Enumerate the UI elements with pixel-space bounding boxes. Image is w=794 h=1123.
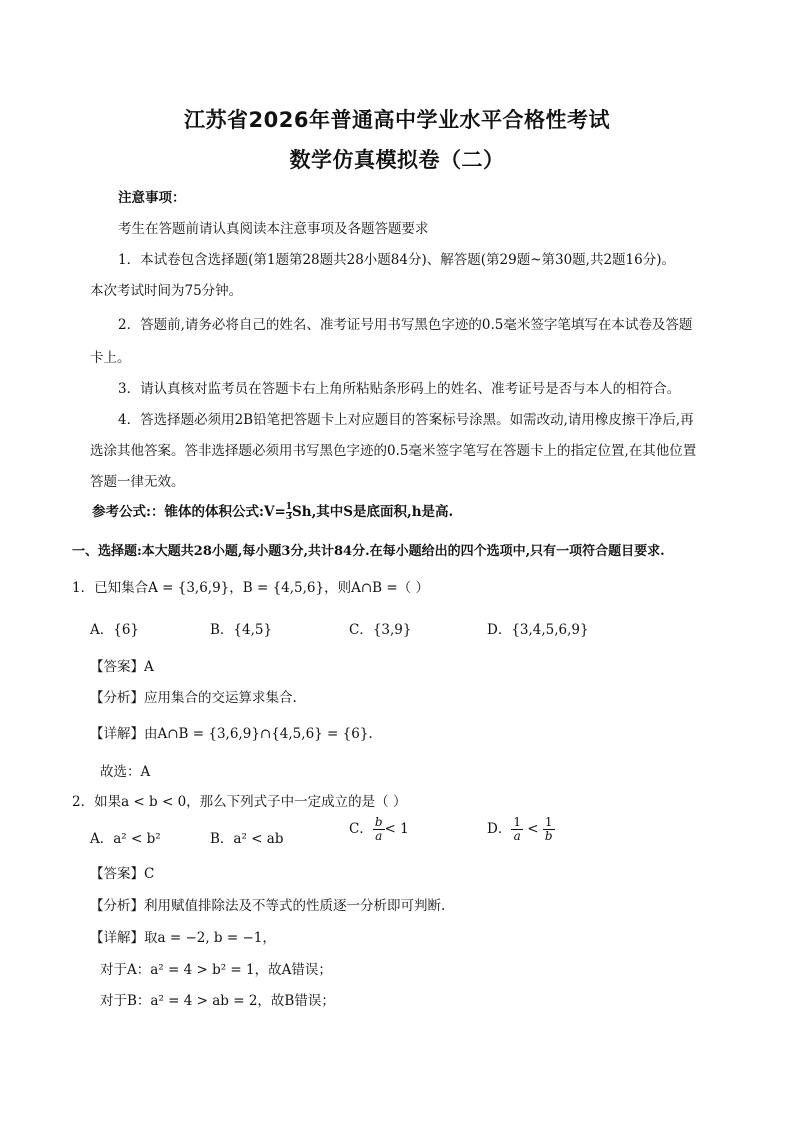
page-subtitle: 数学仿真模拟卷（二） xyxy=(289,148,505,172)
q2-option-d-den2: b xyxy=(544,829,553,844)
q1-option-c: C．{3,9} xyxy=(349,622,412,638)
q2-option-d-label: D． xyxy=(487,821,512,838)
q2-option-c-fraction xyxy=(373,816,385,843)
q2-answer: 【答案】C xyxy=(90,866,155,882)
q2-stem: 2．如果a < b < 0，那么下列式子中一定成立的是（ ） xyxy=(72,794,407,810)
q2-option-b: B．a² < ab xyxy=(210,831,284,847)
q2-option-c-den: a xyxy=(375,829,383,844)
q1-detail: 【详解】由A∩B = {3,6,9}∩{4,5,6} = {6}. xyxy=(90,726,373,742)
q2-option-d-den1: a xyxy=(513,829,521,844)
notice-item-3: 3．请认真核对监考员在答题卡右上角所粘贴条形码上的姓名、准考证号是否与本人的相符合。 xyxy=(118,381,681,397)
q1-analysis: 【分析】应用集合的交运算求集合. xyxy=(90,690,297,706)
page-title: 江苏省2026年普通高中学业水平合格性考试 xyxy=(184,108,610,132)
notice-heading: 注意事项： xyxy=(118,190,186,206)
notice-item-4-cont2: 答题一律无效。 xyxy=(90,474,185,490)
q2-option-d-fraction-1 xyxy=(511,816,523,843)
q2-option-d-num1: 1 xyxy=(513,815,521,829)
section-heading: 一、选择题:本大题共28小题,每小题3分,共计84分.在每小题给出的四个选项中,只有一项符合题目要求. xyxy=(72,544,665,559)
notice-intro: 考生在答题前请认真阅读本注意事项及各题答题要求 xyxy=(118,221,429,237)
q2-option-c-tail: < 1 xyxy=(384,821,409,838)
formula-prefix: 参考公式:：锥体的体积公式:V= xyxy=(92,504,286,520)
q2-option-c-label: C． xyxy=(349,821,373,838)
q1-stem: 1．已知集合A = {3,6,9}，B = {4,5,6}，则A∩B =（ ） xyxy=(72,580,429,596)
q1-choice: 故选：A xyxy=(100,764,151,780)
q2-option-d-mid: < xyxy=(527,821,539,838)
q2-option-c-num: b xyxy=(374,815,383,829)
formula-fraction-den: 3 xyxy=(285,512,293,522)
notice-item-1-cont: 本次考试时间为75分钟。 xyxy=(90,283,243,299)
q2-line-a: 对于A：a² = 4 > b² = 1，故A错误； xyxy=(100,962,332,978)
notice-item-4-cont: 选涂其他答案。答非选择题必须用书写黑色字迹的0.5毫米签字笔写在答题卡上的指定位置,在其他位置 xyxy=(90,443,697,459)
notice-item-2-cont: 卡上。 xyxy=(90,350,131,366)
q2-option-d-fraction-2 xyxy=(543,816,555,843)
formula-fraction-num: 1 xyxy=(285,502,293,512)
q1-option-b: B．{4,5} xyxy=(210,622,273,638)
formula-suffix: Sh,其中S是底面积,h是高. xyxy=(292,504,454,520)
q2-option-d-num2: 1 xyxy=(543,816,555,830)
q1-option-d: D．{3,4,5,6,9} xyxy=(487,622,589,638)
notice-item-4: 4．答选择题必须用2B铅笔把答题卡上对应题目的答案标号涂黑。如需改动,请用橡皮擦干净后,再 xyxy=(118,412,694,428)
q2-option-c xyxy=(349,816,409,843)
q2-detail: 【详解】取a = −2, b = −1， xyxy=(90,930,276,946)
notice-item-1: 1．本试卷包含选择题(第1题第28题共28小题84分)、解答题(第29题~第30题,共2题16分)。 xyxy=(118,252,676,268)
q1-option-a: A．{6} xyxy=(90,622,140,638)
q2-line-b: 对于B：a² = 4 > ab = 2，故B错误； xyxy=(100,993,335,1009)
q2-option-a: A．a² < b² xyxy=(90,831,161,847)
q1-answer: 【答案】A xyxy=(90,659,154,675)
notice-item-2: 2．答题前,请务必将自己的姓名、准考证号用书写黑色字迹的0.5毫米签字笔填写在本试卷及答题 xyxy=(118,317,693,333)
q2-option-d xyxy=(487,816,555,843)
reference-formula xyxy=(92,500,453,522)
q2-analysis: 【分析】利用赋值排除法及不等式的性质逐一分析即可判断. xyxy=(90,898,446,914)
